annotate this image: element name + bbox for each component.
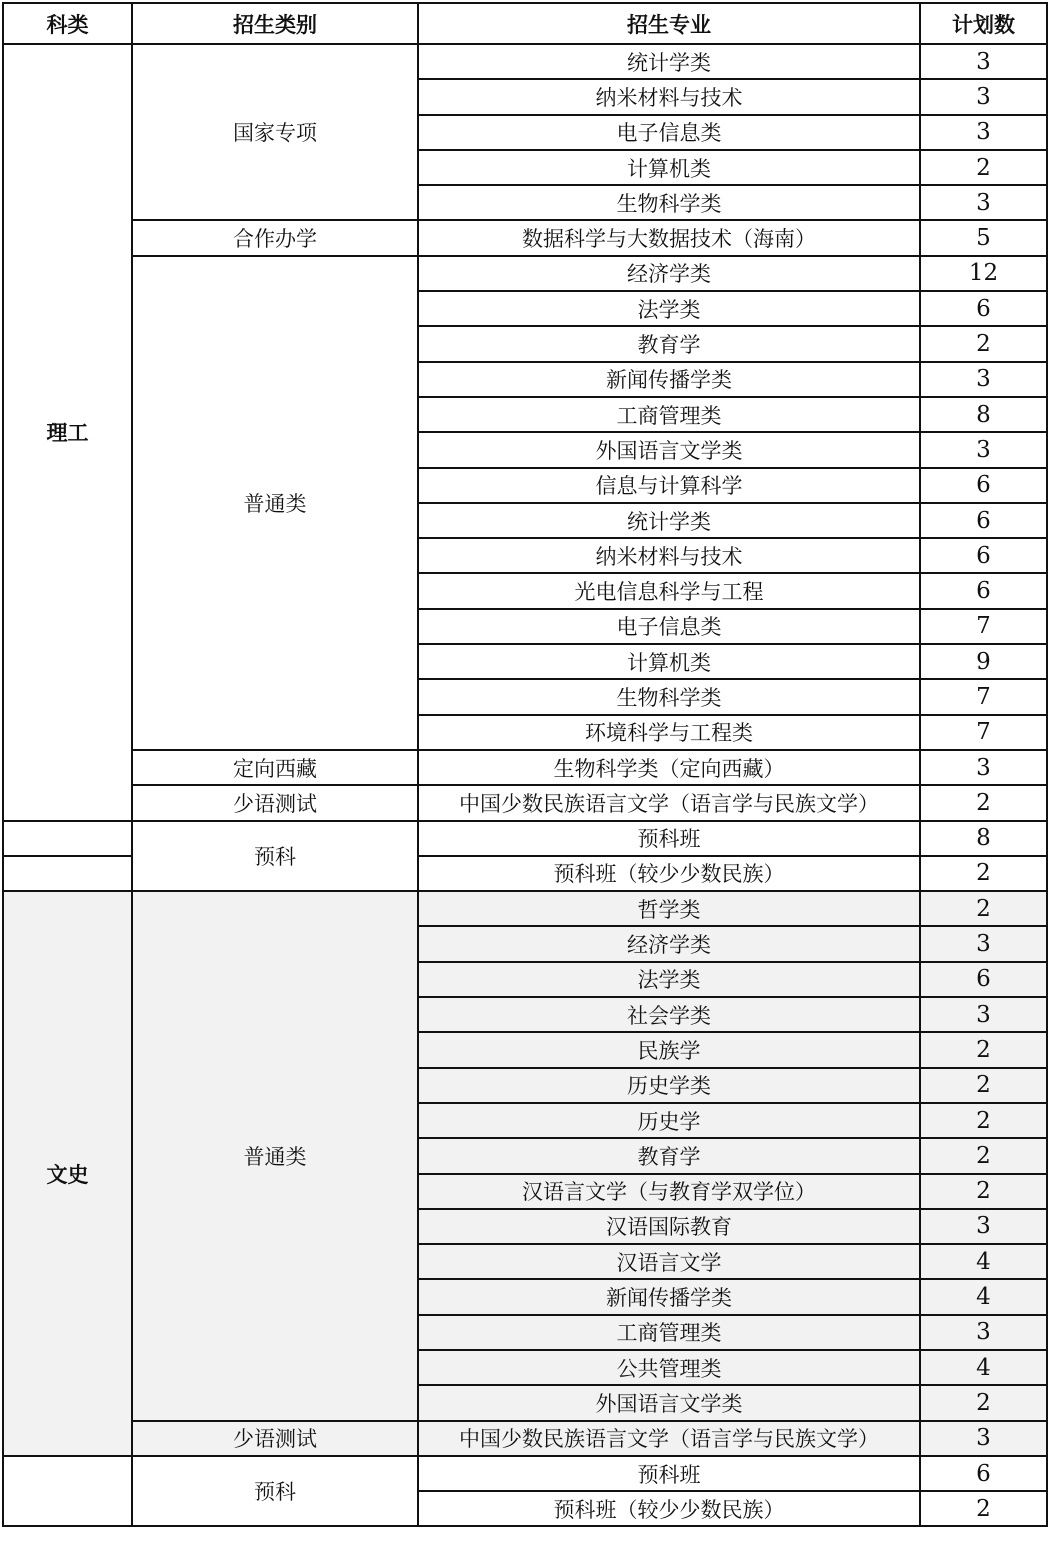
count-cell: 2 [920, 1491, 1047, 1526]
major-cell: 计算机类 [418, 644, 920, 679]
major-cell: 历史学类 [418, 1068, 920, 1103]
count-cell: 3 [920, 1315, 1047, 1350]
category-cell-preparatory: 预科 [132, 821, 418, 892]
major-cell: 社会学类 [418, 997, 920, 1032]
count-cell: 3 [920, 997, 1047, 1032]
major-cell: 预科班 [418, 1456, 920, 1491]
header-category: 招生类别 [132, 3, 418, 44]
count-cell: 3 [920, 750, 1047, 785]
major-cell: 法学类 [418, 962, 920, 997]
header-major: 招生专业 [418, 3, 920, 44]
count-cell: 2 [920, 891, 1047, 926]
category-cell-cooperative: 合作办学 [132, 220, 418, 255]
subject-cell-science: 理工 [3, 44, 132, 821]
count-cell: 6 [920, 503, 1047, 538]
major-cell: 工商管理类 [418, 1315, 920, 1350]
count-cell: 5 [920, 220, 1047, 255]
count-cell: 6 [920, 468, 1047, 503]
major-cell: 电子信息类 [418, 609, 920, 644]
major-cell: 经济学类 [418, 926, 920, 961]
count-cell: 6 [920, 1456, 1047, 1491]
table-row [3, 220, 1047, 255]
major-cell: 纳米材料与技术 [418, 538, 920, 573]
major-cell: 公共管理类 [418, 1350, 920, 1385]
liberal-arts-section [3, 891, 1047, 1456]
preparatory-section-1 [3, 821, 1047, 892]
table-row [3, 44, 1047, 79]
count-cell: 8 [920, 397, 1047, 432]
major-cell: 预科班（较少少数民族） [418, 1491, 920, 1526]
count-cell: 7 [920, 609, 1047, 644]
count-cell: 3 [920, 1209, 1047, 1244]
count-cell: 2 [920, 1032, 1047, 1067]
major-cell: 信息与计算科学 [418, 468, 920, 503]
subject-cell-empty [3, 856, 132, 891]
major-cell: 教育学 [418, 1138, 920, 1173]
count-cell: 4 [920, 1350, 1047, 1385]
count-cell: 2 [920, 150, 1047, 185]
major-cell: 生物科学类（定向西藏） [418, 750, 920, 785]
subject-cell-empty [3, 1456, 132, 1527]
table-row [3, 1456, 1047, 1491]
subject-cell-liberal-arts: 文史 [3, 891, 132, 1456]
major-cell: 纳米材料与技术 [418, 79, 920, 114]
major-cell: 计算机类 [418, 150, 920, 185]
count-cell: 2 [920, 1385, 1047, 1420]
category-cell-general: 普通类 [132, 891, 418, 1420]
count-cell: 6 [920, 538, 1047, 573]
count-cell: 3 [920, 185, 1047, 220]
category-cell-minority-language: 少语测试 [132, 1421, 418, 1456]
major-cell: 数据科学与大数据技术（海南） [418, 220, 920, 255]
major-cell: 哲学类 [418, 891, 920, 926]
major-cell: 汉语言文学 [418, 1244, 920, 1279]
count-cell: 9 [920, 644, 1047, 679]
major-cell: 工商管理类 [418, 397, 920, 432]
major-cell: 新闻传播学类 [418, 1279, 920, 1314]
table-row [3, 1421, 1047, 1456]
major-cell: 中国少数民族语言文学（语言学与民族文学） [418, 1421, 920, 1456]
count-cell: 2 [920, 1068, 1047, 1103]
major-cell: 预科班（较少少数民族） [418, 856, 920, 891]
count-cell: 6 [920, 291, 1047, 326]
major-cell: 法学类 [418, 291, 920, 326]
category-cell-general: 普通类 [132, 256, 418, 750]
major-cell: 统计学类 [418, 503, 920, 538]
major-cell: 汉语国际教育 [418, 1209, 920, 1244]
count-cell: 3 [920, 44, 1047, 79]
major-cell: 生物科学类 [418, 679, 920, 714]
preparatory-section-2 [3, 1456, 1047, 1527]
count-cell: 3 [920, 362, 1047, 397]
major-cell: 外国语言文学类 [418, 1385, 920, 1420]
count-cell: 2 [920, 326, 1047, 361]
subject-cell-empty [3, 821, 132, 856]
major-cell: 经济学类 [418, 256, 920, 291]
count-cell: 3 [920, 115, 1047, 150]
count-cell: 3 [920, 79, 1047, 114]
major-cell: 汉语言文学（与教育学双学位） [418, 1174, 920, 1209]
count-cell: 3 [920, 1421, 1047, 1456]
count-cell: 7 [920, 715, 1047, 750]
table-row [3, 891, 1047, 926]
count-cell: 3 [920, 926, 1047, 961]
major-cell: 环境科学与工程类 [418, 715, 920, 750]
count-cell: 6 [920, 962, 1047, 997]
science-section [3, 44, 1047, 821]
category-cell-tibet: 定向西藏 [132, 750, 418, 785]
count-cell: 12 [920, 256, 1047, 291]
table-row [3, 821, 1047, 856]
count-cell: 7 [920, 679, 1047, 714]
major-cell: 光电信息科学与工程 [418, 573, 920, 608]
major-cell: 新闻传播学类 [418, 362, 920, 397]
count-cell: 2 [920, 1174, 1047, 1209]
major-cell: 预科班 [418, 821, 920, 856]
enrollment-plan-table [2, 2, 1048, 1527]
count-cell: 2 [920, 856, 1047, 891]
table-row [3, 785, 1047, 820]
header-row [3, 3, 1047, 44]
major-cell: 统计学类 [418, 44, 920, 79]
major-cell: 中国少数民族语言文学（语言学与民族文学） [418, 785, 920, 820]
major-cell: 电子信息类 [418, 115, 920, 150]
major-cell: 民族学 [418, 1032, 920, 1067]
count-cell: 2 [920, 785, 1047, 820]
category-cell-national-special: 国家专项 [132, 44, 418, 220]
count-cell: 8 [920, 821, 1047, 856]
table-row [3, 256, 1047, 291]
major-cell: 历史学 [418, 1103, 920, 1138]
count-cell: 6 [920, 573, 1047, 608]
table-row [3, 750, 1047, 785]
header-count: 计划数 [920, 3, 1047, 44]
major-cell: 生物科学类 [418, 185, 920, 220]
header-subject: 科类 [3, 3, 132, 44]
count-cell: 2 [920, 1103, 1047, 1138]
major-cell: 外国语言文学类 [418, 432, 920, 467]
category-cell-minority-language: 少语测试 [132, 785, 418, 820]
count-cell: 2 [920, 1138, 1047, 1173]
category-cell-preparatory: 预科 [132, 1456, 418, 1527]
count-cell: 4 [920, 1279, 1047, 1314]
major-cell: 教育学 [418, 326, 920, 361]
count-cell: 4 [920, 1244, 1047, 1279]
count-cell: 3 [920, 432, 1047, 467]
